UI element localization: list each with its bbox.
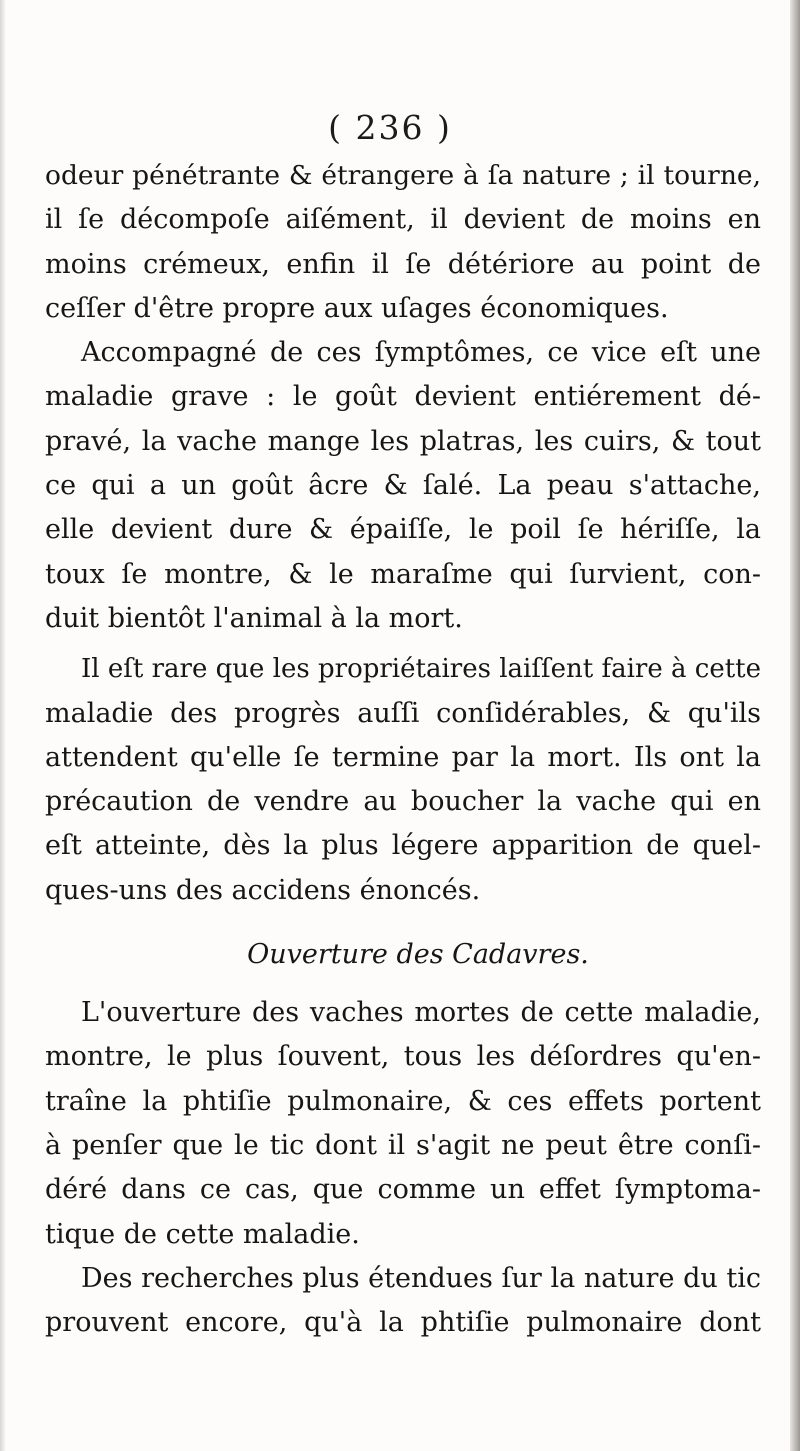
body-text — [45, 154, 761, 1345]
page-left-edge — [0, 0, 6, 1451]
text-line: il ſe décompoſe aiſément, il devient de moins en — [45, 204, 761, 236]
text-line: pravé, la vache mange les platras, les cuirs, & tout — [45, 425, 761, 457]
text-line: montre, le plus ſouvent, tous les déſordres qu'en- — [45, 1041, 761, 1073]
text-line: ce qui a un goût âcre & ſalé. La peau s'attache, — [45, 470, 761, 502]
text-line: toux ſe montre, & le maraſme qui ſurvient, con- — [45, 558, 761, 590]
text-line: tique de cette maladie. — [45, 1218, 360, 1250]
text-line: Des recherches plus étendues ſur la nature du tic — [81, 1262, 761, 1294]
text-line: maladie des progrès auſſi conſidérables, & qu'ils — [45, 697, 761, 729]
text-line: eſt atteinte, dès la plus légere apparition de quel- — [45, 830, 761, 862]
page-number: ( 236 ) — [328, 108, 452, 147]
text-line: L'ouverture des vaches mortes de cette maladie, — [81, 997, 761, 1029]
text-line: moins crémeux, enfin il ſe détériore au point de — [45, 248, 761, 280]
text-line: ceſſer d'être propre aux uſages économiques. — [45, 292, 669, 324]
text-line: traîne la phtiſie pulmonaire, & ces effets portent — [45, 1085, 761, 1117]
text-line: ques-uns des accidens énoncés. — [45, 874, 481, 906]
text-line: Accompagné de ces ſymptômes, ce vice eſt une — [81, 337, 761, 369]
text-line: à penſer que le tic dont il s'agit ne peut être conſi- — [45, 1129, 761, 1161]
text-line: odeur pénétrante & étrangere à ſa nature ; il tourne, — [45, 160, 761, 191]
text-line: précaution de vendre au boucher la vache qui en — [45, 786, 761, 818]
text-line: duit bientôt l'animal à la mort. — [45, 602, 463, 634]
text-line: déré dans ce cas, que comme un effet ſymptoma- — [45, 1174, 761, 1206]
section-heading: Ouverture des Cadavres. — [247, 939, 589, 971]
text-line: maladie grave : le goût devient entiérement dé- — [45, 381, 761, 413]
text-line: attendent qu'elle ſe termine par la mort. Ils ont la — [45, 741, 761, 773]
page-right-edge — [790, 0, 800, 1451]
text-line: elle devient dure & épaiſſe, le poil ſe hériſſe, la — [45, 514, 761, 546]
text-line: Il eſt rare que les propriétaires laiſſent faire à cette — [81, 654, 761, 685]
text-line: prouvent encore, qu'à la phtiſie pulmonaire dont — [45, 1307, 761, 1339]
